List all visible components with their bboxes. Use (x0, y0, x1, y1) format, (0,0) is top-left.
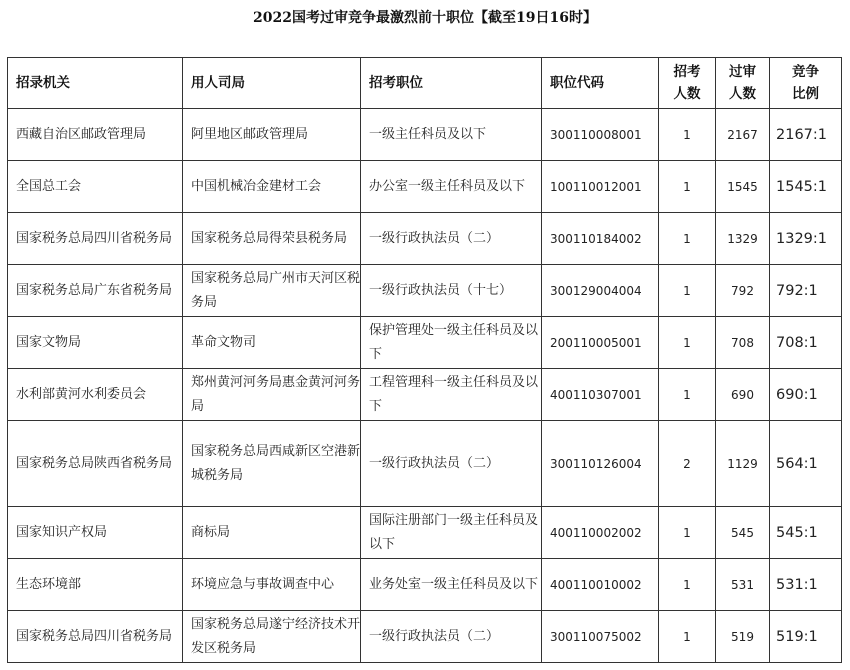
cell-ratio: 792:1 (770, 265, 842, 317)
header-ratio-line1: 竞争 (792, 64, 819, 80)
header-code: 职位代码 (542, 58, 659, 109)
cell-hires: 1 (659, 611, 716, 663)
cell-passed: 1545 (716, 161, 770, 213)
cell-bureau: 商标局 (183, 507, 361, 559)
cell-position: 办公室一级主任科员及以下 (361, 161, 542, 213)
cell-passed: 519 (716, 611, 770, 663)
cell-passed: 1329 (716, 213, 770, 265)
cell-code: 300110075002 (542, 611, 659, 663)
table-row (8, 109, 842, 161)
cell-bureau: 国家税务总局遂宁经济技术开发区税务局 (183, 611, 361, 663)
table-row (8, 421, 842, 507)
cell-ratio: 708:1 (770, 317, 842, 369)
cell-code: 400110002002 (542, 507, 659, 559)
cell-passed: 545 (716, 507, 770, 559)
header-hires-line1: 招考 (673, 64, 701, 80)
cell-hires: 2 (659, 421, 716, 507)
cell-agency: 国家知识产权局 (8, 507, 183, 559)
cell-ratio: 545:1 (770, 507, 842, 559)
cell-code: 300110184002 (542, 213, 659, 265)
cell-code: 400110307001 (542, 369, 659, 421)
header-passed (716, 58, 770, 109)
cell-bureau: 郑州黄河河务局惠金黄河河务局 (183, 369, 361, 421)
cell-passed: 792 (716, 265, 770, 317)
cell-position: 一级主任科员及以下 (361, 109, 542, 161)
table-row (8, 369, 842, 421)
table-row (8, 507, 842, 559)
header-ratio (770, 58, 842, 109)
cell-agency: 西藏自治区邮政管理局 (8, 109, 183, 161)
cell-position: 一级行政执法员（十七） (361, 265, 542, 317)
cell-code: 300129004004 (542, 265, 659, 317)
table-row (8, 161, 842, 213)
cell-position: 工程管理科一级主任科员及以下 (361, 369, 542, 421)
cell-ratio: 2167:1 (770, 109, 842, 161)
cell-code: 200110005001 (542, 317, 659, 369)
cell-bureau: 国家税务总局广州市天河区税务局 (183, 265, 361, 317)
header-agency: 招录机关 (8, 58, 183, 109)
cell-agency: 全国总工会 (8, 161, 183, 213)
cell-hires: 1 (659, 161, 716, 213)
cell-position: 业务处室一级主任科员及以下 (361, 559, 542, 611)
cell-hires: 1 (659, 213, 716, 265)
cell-position: 一级行政执法员（二） (361, 611, 542, 663)
cell-agency: 国家税务总局广东省税务局 (8, 265, 183, 317)
cell-bureau: 革命文物司 (183, 317, 361, 369)
page-title: 2022国考过审竞争最激烈前十职位【截至19日16时】 (253, 10, 597, 26)
header-hires (659, 58, 716, 109)
cell-agency: 国家税务总局四川省税务局 (8, 611, 183, 663)
cell-agency: 水利部黄河水利委员会 (8, 369, 183, 421)
cell-code: 100110012001 (542, 161, 659, 213)
table-row (8, 265, 842, 317)
header-hires-line2: 人数 (673, 86, 701, 102)
cell-bureau: 阿里地区邮政管理局 (183, 109, 361, 161)
cell-ratio: 1545:1 (770, 161, 842, 213)
cell-position: 国际注册部门一级主任科员及以下 (361, 507, 542, 559)
cell-hires: 1 (659, 265, 716, 317)
cell-agency: 国家文物局 (8, 317, 183, 369)
cell-position: 一级行政执法员（二） (361, 213, 542, 265)
header-bureau: 用人司局 (183, 58, 361, 109)
cell-bureau: 中国机械冶金建材工会 (183, 161, 361, 213)
cell-ratio: 531:1 (770, 559, 842, 611)
cell-ratio: 690:1 (770, 369, 842, 421)
table-row (8, 213, 842, 265)
table-row (8, 559, 842, 611)
cell-hires: 1 (659, 507, 716, 559)
cell-passed: 2167 (716, 109, 770, 161)
cell-hires: 1 (659, 369, 716, 421)
cell-code: 300110008001 (542, 109, 659, 161)
header-position: 招考职位 (361, 58, 542, 109)
table-body (8, 109, 842, 663)
cell-hires: 1 (659, 559, 716, 611)
cell-ratio: 564:1 (770, 421, 842, 507)
header-passed-line2: 人数 (729, 86, 756, 102)
cell-passed: 708 (716, 317, 770, 369)
cell-passed: 1129 (716, 421, 770, 507)
cell-agency: 生态环境部 (8, 559, 183, 611)
cell-agency: 国家税务总局四川省税务局 (8, 213, 183, 265)
cell-agency: 国家税务总局陕西省税务局 (8, 421, 183, 507)
header-ratio-line2: 比例 (792, 86, 819, 102)
cell-ratio: 519:1 (770, 611, 842, 663)
cell-bureau: 国家税务总局西咸新区空港新城税务局 (183, 421, 361, 507)
cell-bureau: 环境应急与事故调查中心 (183, 559, 361, 611)
cell-passed: 531 (716, 559, 770, 611)
cell-position: 一级行政执法员（二） (361, 421, 542, 507)
positions-table (7, 57, 842, 663)
table-row (8, 317, 842, 369)
cell-code: 400110010002 (542, 559, 659, 611)
cell-hires: 1 (659, 109, 716, 161)
table-header-row (8, 58, 842, 109)
cell-hires: 1 (659, 317, 716, 369)
cell-ratio: 1329:1 (770, 213, 842, 265)
cell-bureau: 国家税务总局得荣县税务局 (183, 213, 361, 265)
cell-code: 300110126004 (542, 421, 659, 507)
header-passed-line1: 过审 (729, 64, 756, 80)
cell-position: 保护管理处一级主任科员及以下 (361, 317, 542, 369)
table-row (8, 611, 842, 663)
cell-passed: 690 (716, 369, 770, 421)
